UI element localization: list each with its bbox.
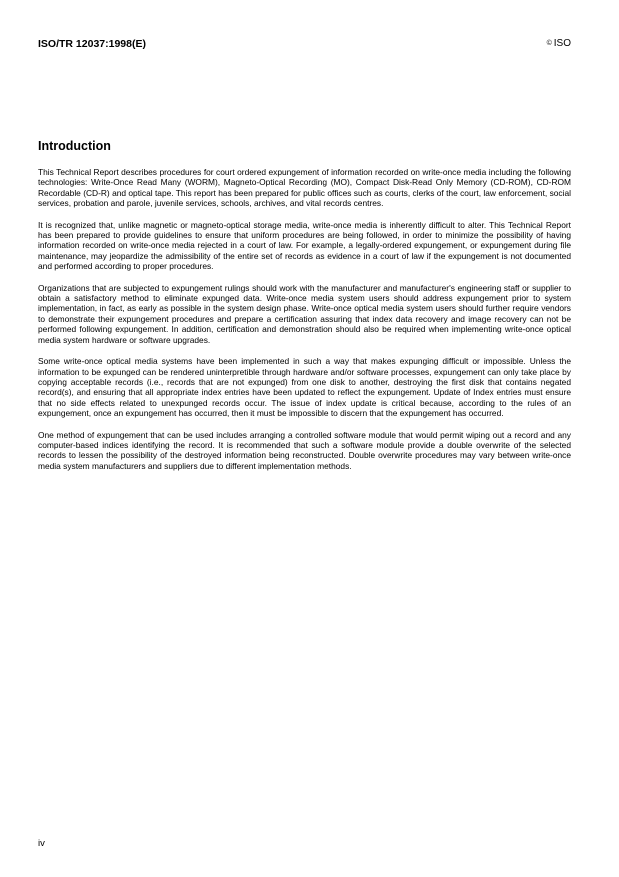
section-title: Introduction [38,139,111,153]
page-number: iv [38,838,45,849]
paragraph-1: This Technical Report describes procedures for court ordered expungement of information recorded on write-once media including the following technologies: Write-Once Read Many (WORM), Magneto-Optical Recording (MO), Compact Disk-Read Only Memory (CD-ROM), CD-ROM Recordable (CD-R) and optical tape. This report has been prepared for public offices such as courts, clerks of the court, law enforcement, social services, probation and parole, juvenile services, schools, archives, and vital records centres. [38,167,571,209]
paragraph-5: One method of expungement that can be used includes arranging a controlled software module that would permit wiping out a record and any computer-based indices identifying the record. It is recommended that such a software module provide a double overwrite of the selected records to lessen the possibility of the destroyed information being reconstructed. Double overwrite procedures may vary between write-once media system manufacturers and suppliers due to different implementation methods. [38,429,571,471]
paragraph-4: Some write-once optical media systems have been implemented in such a way that makes expunging difficult or impossible. Unless the information to be expunged can be rendered uninterpretible through hardware and/or software processes, expungement can only take place by copying acceptable records (i.e., records that are not expunged) from one disk to another, destroying the first disk that contains negated record(s), and ensuring that all appropriate index entries have been updated to reflect the expungement. Update of Index entries must ensure that no side effects related to unexpunged records occur. The issue of index update is critical because, according to the rules of an expungement, once an expungement has occurred, then it must be impossible to discern that the expungement has occurred. [38,356,571,419]
copyright-notice [547,38,571,49]
copyright-symbol: © [546,40,552,47]
copyright-holder: ISO [553,38,571,49]
paragraph-2: It is recognized that, unlike magnetic or magneto-optical storage media, write-once media is inherently difficult to alter. This Technical Report has been prepared to provide guidelines to ensure that uniform procedures are being followed, in order to minimize the possibility of having information recorded on write-once media rejected in a court of law. For example, a legally-ordered expungement, or expungement during file maintenance, may jeopardize the admissibility of the entire set of records as evidence in a court of law if the expungement is not documented and performed according to proper procedures. [38,219,571,272]
paragraph-3: Organizations that are subjected to expungement rulings should work with the manufacturer and manufacturer's engineering staff or supplier to obtain a satisfactory method to eliminate expunged data. Write-once media system users should address expungement prior to system implementation, in fact, as early as possible in the system design phase. Write-once optical media system users should further require vendors to demonstrate their expungement procedures and prepare a certification assuring that index data recovery and image recovery can not be performed following expungement. In addition, certification and demonstration should also be required when implementing write-once optical media system hardware or software upgrades. [38,282,571,345]
section-body [38,167,571,482]
document-id: ISO/TR 12037:1998(E) [38,38,146,50]
